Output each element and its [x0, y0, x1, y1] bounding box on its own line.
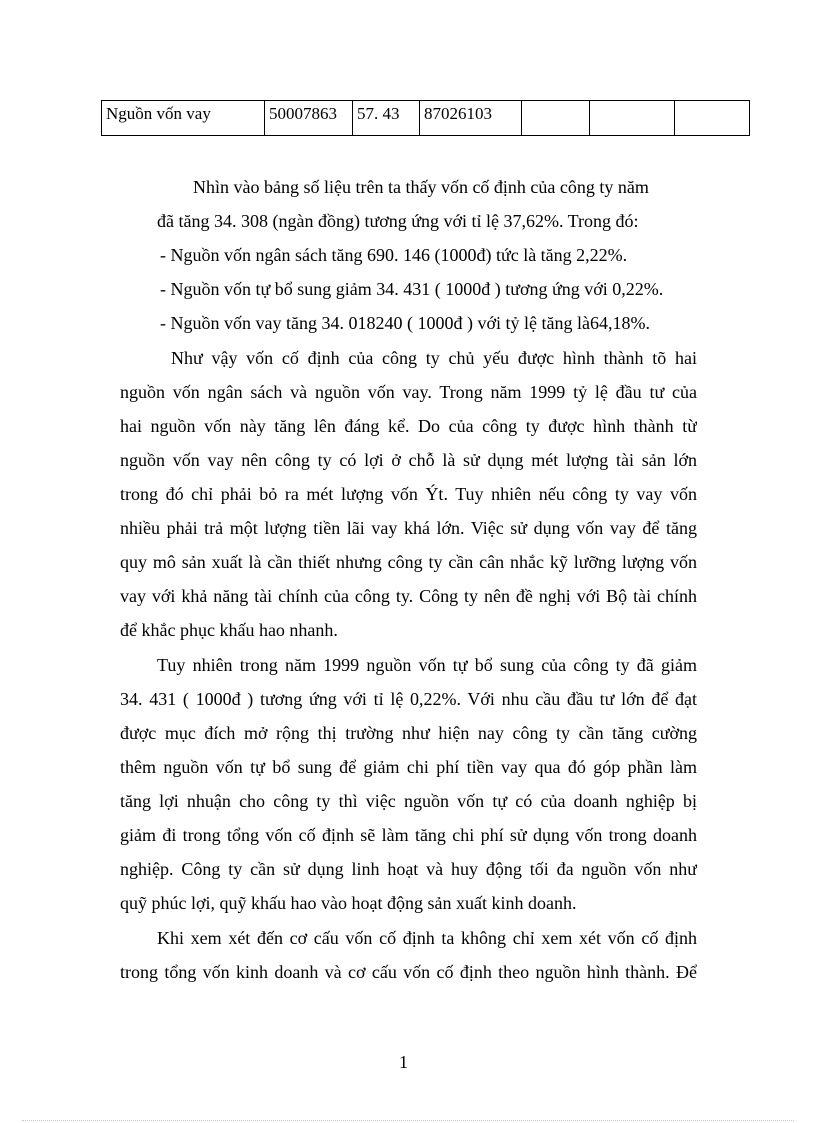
text-line: để khắc phục khấu hao nhanh. [120, 620, 338, 640]
text-line: nghiệp. Công ty cần sử dụng linh hoạt và huy động tối đa nguồn vốn như [120, 859, 697, 879]
table-cell-source: Nguồn vốn vay [102, 101, 265, 136]
text-line: trong đó chỉ phải bỏ ra mét lượng vốn Ýt. Tuy nhiên nếu công ty vay vốn [120, 484, 697, 504]
text-line: Như vậy vốn cố định của công ty chủ yếu được hình thành tõ hai [171, 348, 697, 368]
text-line: được mục đích mở rộng thị trường như hiện nay công ty cần tăng cường [120, 723, 697, 743]
text-line: quỹ phúc lợi, quỹ khấu hao vào hoạt động sản xuất kinh doanh. [120, 893, 577, 913]
text-line: vay với khả năng tài chính của công ty. Công ty nên đề nghị với Bộ tài chính [120, 586, 697, 606]
text-line: hai nguồn vốn này tăng lên đáng kể. Do của công ty được hình thành từ [120, 416, 697, 436]
text-line: Khi xem xét đến cơ cấu vốn cố định ta không chỉ xem xét vốn cố định [157, 928, 697, 948]
table-row [102, 101, 750, 136]
list-item: - Nguồn vốn vay tăng 34. 018240 ( 1000đ ) với tỷ lệ tăng là64,18%. [160, 313, 650, 333]
text-line: Nhìn vào bảng số liệu trên ta thấy vốn cố định của công ty năm [193, 177, 649, 197]
text-line: Tuy nhiên trong năm 1999 nguồn vốn tự bổ sung của công ty đã giảm [157, 655, 697, 675]
text-line: tăng lợi nhuận cho công ty thì việc nguồn vốn tự có của doanh nghiệp bị [120, 791, 697, 811]
text-line: 34. 431 ( 1000đ ) tương ứng với tỉ lệ 0,22%. Với nhu cầu đầu tư lớn để đạt [120, 689, 697, 709]
table-cell-empty [590, 101, 675, 136]
table-cell-value-1: 50007863 [265, 101, 353, 136]
page-number: 1 [399, 1052, 408, 1072]
text-line: nguồn vốn vay nên công ty có lợi ở chỗ là sử dụng mét lượng tài sản lớn [120, 450, 697, 470]
table-cell-value-2: 87026103 [420, 101, 522, 136]
text-line: nhiều phải trả một lượng tiền lãi vay khá lớn. Việc sử dụng vốn vay để tăng [120, 518, 697, 538]
text-line: trong tổng vốn kinh doanh và cơ cấu vốn cố định theo nguồn hình thành. Để [120, 962, 697, 982]
text-line: đã tăng 34. 308 (ngàn đồng) tương ứng với tỉ lệ 37,62%. Trong đó: [157, 211, 639, 231]
capital-table [101, 100, 750, 136]
table-cell-empty [522, 101, 590, 136]
text-line: quy mô sản xuất là cần thiết nhưng công ty cần cân nhắc kỹ lưỡng lượng vốn [120, 552, 697, 572]
page-bottom-divider [22, 1120, 794, 1121]
text-line: thêm nguồn vốn tự bổ sung để giảm chi phí tiền vay qua đó góp phần làm [120, 757, 697, 777]
text-line: giảm đi trong tổng vốn cố định sẽ làm tăng chi phí sử dụng vốn trong doanh [120, 825, 697, 845]
text-line: nguồn vốn ngân sách và nguồn vốn vay. Trong năm 1999 tỷ lệ đầu tư của [120, 382, 697, 402]
table-cell-ratio: 57. 43 [353, 101, 420, 136]
list-item: - Nguồn vốn tự bổ sung giảm 34. 431 ( 1000đ ) tương ứng với 0,22%. [160, 279, 664, 299]
table-cell-empty [675, 101, 750, 136]
list-item: - Nguồn vốn ngân sách tăng 690. 146 (1000đ) tức là tăng 2,22%. [160, 245, 628, 265]
